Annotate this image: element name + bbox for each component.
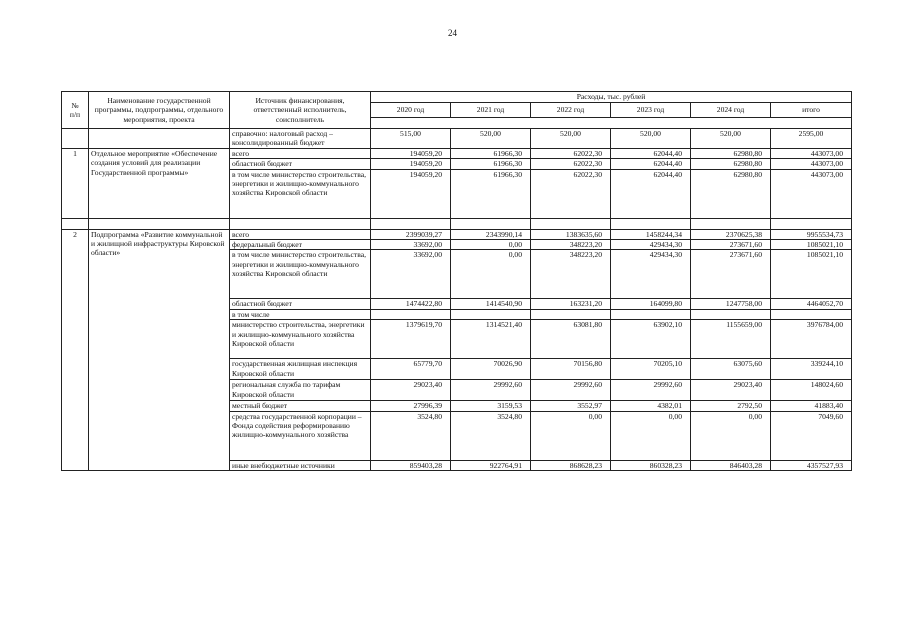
group-number: 1 — [62, 148, 89, 218]
value-cell: 348223,20 — [531, 240, 611, 250]
value-cell: 1414540,90 — [451, 299, 531, 309]
value-cell: 65779,70 — [371, 359, 451, 380]
value-cell: 846403,28 — [691, 460, 771, 470]
value-cell: 29992,60 — [611, 380, 691, 401]
value-cell: 0,00 — [691, 411, 771, 460]
value-cell: 3524,80 — [451, 411, 531, 460]
table-row — [62, 148, 852, 158]
group-number: 2 — [62, 229, 89, 470]
value-cell: 62022,30 — [531, 169, 611, 218]
value-cell: 62044,40 — [611, 159, 691, 169]
source-cell: иные внебюджетные источники — [230, 460, 371, 470]
value-cell: 62044,40 — [611, 169, 691, 218]
value-cell: 520,00 — [531, 129, 611, 149]
value-cell: 62980,80 — [691, 169, 771, 218]
value-cell: 339244,10 — [771, 359, 852, 380]
value-cell: 29023,40 — [691, 380, 771, 401]
source-cell: областной бюджет — [230, 159, 371, 169]
value-cell: 0,00 — [451, 240, 531, 250]
value-cell: 163231,20 — [531, 299, 611, 309]
value-cell: 1247758,00 — [691, 299, 771, 309]
source-cell: областной бюджет — [230, 299, 371, 309]
value-cell: 41883,40 — [771, 401, 852, 411]
value-cell: 29023,40 — [371, 380, 451, 401]
value-cell: 2595,00 — [771, 129, 852, 149]
value-cell: 194059,20 — [371, 148, 451, 158]
value-cell: 70156,80 — [531, 359, 611, 380]
value-cell: 61966,30 — [451, 148, 531, 158]
value-cell: 1155659,00 — [691, 320, 771, 359]
value-cell: 515,00 — [371, 129, 451, 149]
value-cell: 70205,10 — [611, 359, 691, 380]
value-cell: 33692,00 — [371, 240, 451, 250]
value-cell: 2343990,14 — [451, 229, 531, 239]
value-cell: 429434,30 — [611, 250, 691, 299]
header-year: 2022 год — [531, 103, 611, 118]
value-cell: 3552,97 — [531, 401, 611, 411]
group-name: Отдельное мероприятие «Обеспечение создания условий для реализации Государственной программы» — [89, 148, 230, 218]
value-cell: 273671,60 — [691, 240, 771, 250]
source-cell: государственная жилищная инспекция Кировской области — [230, 359, 371, 380]
value-cell: 1314521,40 — [451, 320, 531, 359]
value-cell: 1379619,70 — [371, 320, 451, 359]
value-cell: 1383635,60 — [531, 229, 611, 239]
value-cell: 4357527,93 — [771, 460, 852, 470]
value-cell: 164099,80 — [611, 299, 691, 309]
value-cell: 520,00 — [611, 129, 691, 149]
value-cell: 3524,80 — [371, 411, 451, 460]
page-number: 24 — [448, 28, 457, 38]
value-cell: 0,00 — [611, 411, 691, 460]
value-cell: 63902,10 — [611, 320, 691, 359]
value-cell: 0,00 — [451, 250, 531, 299]
value-cell: 922764,91 — [451, 460, 531, 470]
value-cell: 1085021,10 — [771, 250, 852, 299]
group-name: Подпрограмма «Развитие коммунальной и жилищной инфраструктуры Кировской области» — [89, 229, 230, 470]
value-cell: 33692,00 — [371, 250, 451, 299]
value-cell: 9955534,73 — [771, 229, 852, 239]
header-name: Наименование государственной программы, подпрограммы, отдельного мероприятия, проекта — [89, 92, 230, 129]
value-cell: 63075,60 — [691, 359, 771, 380]
value-cell: 429434,30 — [611, 240, 691, 250]
value-cell: 194059,20 — [371, 159, 451, 169]
value-cell: 62022,30 — [531, 148, 611, 158]
table-row — [62, 129, 852, 149]
value-cell: 29992,60 — [531, 380, 611, 401]
source-cell: в том числе министерство строительства, энергетики и жилищно-коммунального хозяйства Кировской области — [230, 250, 371, 299]
value-cell: 148024,60 — [771, 380, 852, 401]
value-cell: 3976784,00 — [771, 320, 852, 359]
value-cell: 194059,20 — [371, 169, 451, 218]
source-cell: местный бюджет — [230, 401, 371, 411]
value-cell: 520,00 — [451, 129, 531, 149]
value-cell: 2370625,38 — [691, 229, 771, 239]
value-cell: 62044,40 — [611, 148, 691, 158]
value-cell: 27996,39 — [371, 401, 451, 411]
value-cell: 520,00 — [691, 129, 771, 149]
header-year: 2020 год — [371, 103, 451, 118]
value-cell: 61966,30 — [451, 169, 531, 218]
value-cell: 0,00 — [531, 411, 611, 460]
source-cell: всего — [230, 229, 371, 239]
value-cell: 1458244,34 — [611, 229, 691, 239]
value-cell: 273671,60 — [691, 250, 771, 299]
source-cell: в том числе — [230, 309, 371, 319]
header-source: Источник финансирования, ответственный исполнитель, соисполнитель — [230, 92, 371, 129]
value-cell: 4464052,70 — [771, 299, 852, 309]
source-cell: федеральный бюджет — [230, 240, 371, 250]
table-spacer-row — [62, 218, 852, 229]
source-cell: министерство строительства, энергетики и жилищно-коммунального хозяйства Кировской области — [230, 320, 371, 359]
source-cell: региональная служба по тарифам Кировской области — [230, 380, 371, 401]
value-cell: 443073,00 — [771, 159, 852, 169]
value-cell: 2792,50 — [691, 401, 771, 411]
value-cell: 860328,23 — [611, 460, 691, 470]
source-cell: справочно: налоговый расход – консолидированный бюджет — [230, 129, 371, 149]
value-cell: 62980,80 — [691, 148, 771, 158]
header-expenses: Расходы, тыс. рублей — [371, 92, 852, 103]
value-cell: 62022,30 — [531, 159, 611, 169]
value-cell: 4382,01 — [611, 401, 691, 411]
header-total: итого — [771, 103, 852, 118]
value-cell: 859403,28 — [371, 460, 451, 470]
value-cell: 2399039,27 — [371, 229, 451, 239]
value-cell: 7049,60 — [771, 411, 852, 460]
value-cell: 1085021,10 — [771, 240, 852, 250]
value-cell: 61966,30 — [451, 159, 531, 169]
value-cell: 348223,20 — [531, 250, 611, 299]
value-cell: 443073,00 — [771, 148, 852, 158]
header-no: № п/п — [62, 92, 89, 129]
table-row — [62, 229, 852, 239]
source-cell: средства государственной корпорации – Фонда содействия реформированию жилищно-коммунального хозяйства — [230, 411, 371, 460]
header-year: 2024 год — [691, 103, 771, 118]
value-cell: 29992,60 — [451, 380, 531, 401]
header-year: 2021 год — [451, 103, 531, 118]
value-cell: 70026,90 — [451, 359, 531, 380]
value-cell: 3159,53 — [451, 401, 531, 411]
value-cell: 63081,80 — [531, 320, 611, 359]
value-cell: 62980,80 — [691, 159, 771, 169]
source-cell: всего — [230, 148, 371, 158]
value-cell: 868628,23 — [531, 460, 611, 470]
source-cell: в том числе министерство строительства, энергетики и жилищно-коммунального хозяйства Кировской области — [230, 169, 371, 218]
header-year: 2023 год — [611, 103, 691, 118]
budget-table — [61, 91, 852, 471]
value-cell: 443073,00 — [771, 169, 852, 218]
value-cell: 1474422,80 — [371, 299, 451, 309]
